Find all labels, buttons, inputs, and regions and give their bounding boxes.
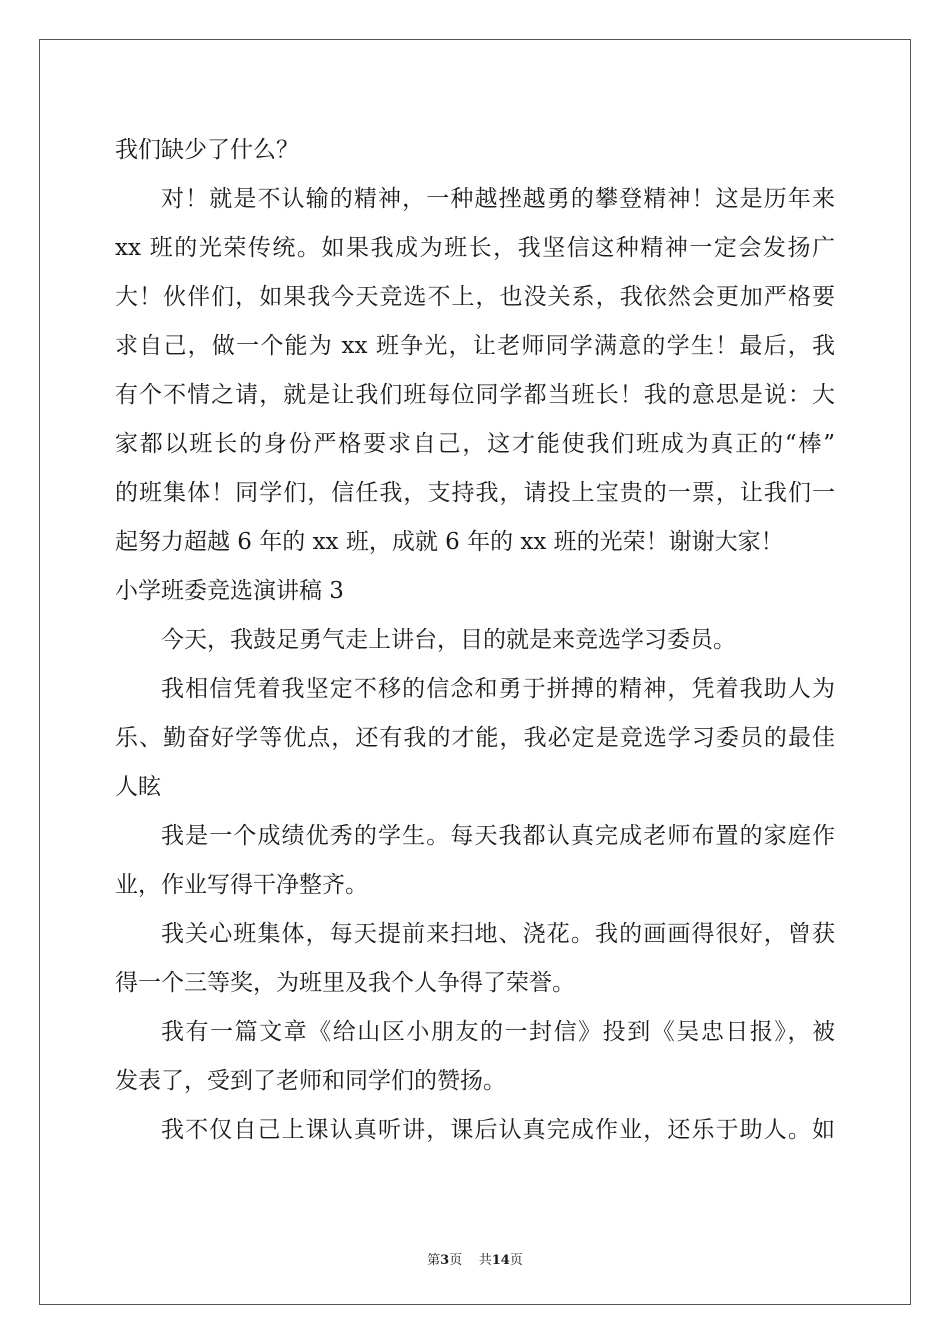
page-suffix: 页 bbox=[449, 1253, 463, 1268]
page-number: 3 bbox=[440, 1253, 450, 1268]
text-line: 我是一个成绩优秀的学生。每天我都认真完成老师布置的家庭作 bbox=[161, 823, 835, 849]
text-line: 人眩 bbox=[115, 774, 161, 800]
text-line: 发表了，受到了老师和同学们的赞扬。 bbox=[115, 1068, 506, 1094]
text-line: 得一个三等奖，为班里及我个人争得了荣誉。 bbox=[115, 970, 575, 996]
text-line: 的班集体！同学们，信任我，支持我，请投上宝贵的一票，让我们一 bbox=[115, 480, 835, 506]
text-line: 对！就是不认输的精神，一种越挫越勇的攀登精神！这是历年来 bbox=[161, 186, 835, 212]
text-line: 今天，我鼓足勇气走上讲台，目的就是来竞选学习委员。 bbox=[161, 627, 736, 653]
text-line: 有个不情之请，就是让我们班每位同学都当班长！我的意思是说：大 bbox=[115, 382, 835, 408]
page-prefix: 第 bbox=[427, 1253, 441, 1268]
total-suffix: 页 bbox=[509, 1253, 523, 1268]
text-line: 我不仅自己上课认真听讲，课后认真完成作业，还乐于助人。如 bbox=[161, 1117, 835, 1143]
section-heading: 小学班委竞选演讲稿 3 bbox=[115, 578, 344, 604]
document-body bbox=[115, 126, 835, 1155]
text-line: 求自己，做一个能为 xx 班争光，让老师同学满意的学生！最后，我 bbox=[115, 333, 835, 359]
text-line: 大！伙伴们，如果我今天竞选不上，也没关系，我依然会更加严格要 bbox=[115, 284, 835, 310]
text-line: 乐、勤奋好学等优点，还有我的才能，我必定是竞选学习委员的最佳 bbox=[115, 725, 835, 751]
text-line: 起努力超越 6 年的 xx 班，成就 6 年的 xx 班的光荣！谢谢大家！ bbox=[115, 529, 784, 555]
text-line: 业，作业写得干净整齐。 bbox=[115, 872, 368, 898]
page-footer bbox=[0, 1249, 950, 1268]
text-line: xx 班的光荣传统。如果我成为班长，我坚信这种精神一定会发扬广 bbox=[115, 235, 835, 261]
text-line: 家都以班长的身份严格要求自己，这才能使我们班成为真正的“棒” bbox=[115, 431, 835, 457]
text-line: 我们缺少了什么？ bbox=[115, 137, 299, 163]
text-line: 我关心班集体，每天提前来扫地、浇花。我的画画得很好，曾获 bbox=[161, 921, 835, 947]
total-pages: 14 bbox=[491, 1253, 510, 1268]
text-line: 我有一篇文章《给山区小朋友的一封信》投到《吴忠日报》，被 bbox=[161, 1019, 835, 1045]
total-prefix: 共 bbox=[478, 1253, 492, 1268]
text-line: 我相信凭着我坚定不移的信念和勇于拼搏的精神，凭着我助人为 bbox=[161, 676, 835, 702]
